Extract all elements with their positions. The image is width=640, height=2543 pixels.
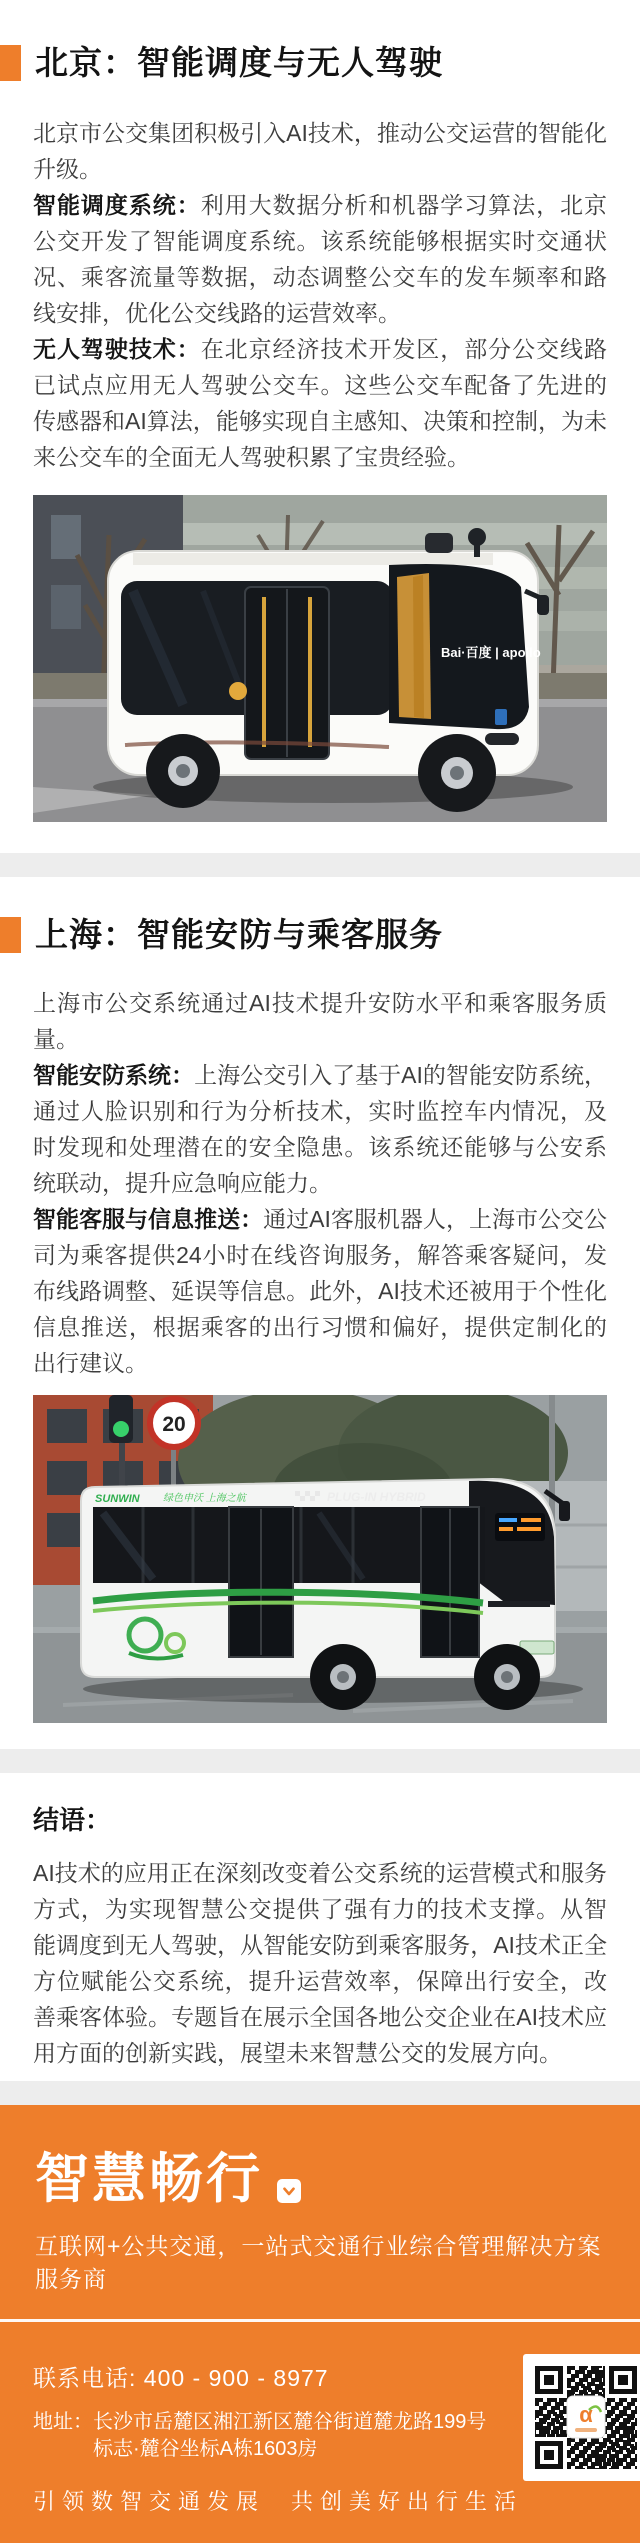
phone-label: 联系电话: — [33, 2364, 137, 2391]
paragraph-lead: 无人驾驶技术： — [33, 336, 201, 362]
chevron-down-icon — [280, 2182, 298, 2200]
conclusion-text: AI技术的应用正在深刻改变着公交系统的运营模式和服务方式，为实现智慧公交提供了强有力的技术支撑。从智能调度到无人驾驶，从智能安防到乘客服务，AI技术正全方位赋能公交系统，提升运营效率，保障出行安全，改善乘客体验。专题旨在展示全国各地公交企业在AI技术应用方面的创新实践，展望未来智慧公交的发展方向。 — [33, 1860, 607, 2066]
paragraph: 上海市公交系统通过AI技术提升安防水平和乘客服务质量。 — [33, 990, 607, 1052]
qr-center-logo — [567, 2396, 605, 2438]
address-text: 长沙市岳麓区湘江新区麓谷街道麓龙路199号 标志·麓谷坐标A栋1603房 — [93, 2410, 487, 2460]
expand-button[interactable] — [277, 2179, 301, 2203]
paragraph: 智能客服与信息推送：通过AI客服机器人，上海市公交公司为乘客提供24小时在线咨询服务，解答乘客疑问，发布线路调整、延误等信息。此外，AI技术还被用于个性化信息推送，根据乘客的出行习惯和偏好，提供定制化的出行建议。 — [33, 1206, 608, 1376]
beijing-body — [33, 115, 607, 475]
paragraph-lead: 智能客服与信息推送： — [33, 1206, 264, 1232]
svg-text:20: 20 — [162, 1413, 186, 1436]
address-line — [33, 2409, 523, 2463]
footer-tagline: 互联网+公共交通，一站式交通行业综合管理解决方案服务商 — [35, 2232, 602, 2292]
brand-title: 智慧畅行 — [35, 2149, 263, 2209]
phone-number: 400 - 900 - 8977 — [143, 2364, 329, 2391]
sunwin-hybrid-bus — [81, 1479, 570, 1710]
section-title-text: 上海：智能安防与乘客服务 — [35, 916, 443, 953]
section-title-beijing — [0, 45, 640, 81]
accent-bar — [0, 45, 21, 81]
svg-text:PLUG-IN HYBRID: PLUG-IN HYBRID — [327, 1490, 426, 1504]
paragraph-lead: 智能安防系统： — [33, 1062, 195, 1088]
brand-row — [0, 2105, 640, 2208]
footer — [0, 2105, 640, 2543]
phone-line — [33, 2360, 523, 2393]
paragraph-lead: 智能调度系统： — [33, 192, 201, 218]
contact-info — [33, 2360, 523, 2516]
section-title-text: 北京：智能调度与无人驾驶 — [35, 44, 443, 81]
conclusion-section — [33, 1805, 607, 2071]
shanghai-body — [33, 985, 607, 1381]
address-label: 地址： — [33, 2410, 93, 2433]
apollo-minibus — [108, 528, 549, 812]
svg-text:α: α — [579, 2401, 593, 2427]
conclusion-title: 结语： — [33, 1805, 112, 1835]
section-divider — [0, 1749, 640, 1773]
photo-shanghai-sunwin-bus — [33, 1395, 607, 1723]
accent-bar — [0, 917, 21, 953]
green-slogan-text: 绿色申沃 上海之航 — [163, 1493, 246, 1504]
qr-code — [523, 2354, 640, 2481]
apollo-brand-text: Bai·百度 | apollo — [441, 645, 541, 660]
section-divider — [0, 853, 640, 877]
section-title-shanghai — [0, 917, 640, 953]
paragraph: 智能安防系统：上海公交引入了基于AI的智能安防系统，通过人脸识别和行为分析技术，实时监控车内情况，及时发现和处理潜在的安全隐患。该系统还能够与公安系统联动，提升应急响应能力。 — [33, 1062, 607, 1196]
photo-beijing-apollo-bus — [33, 495, 607, 822]
footer-slogan: 引领数智交通发展 共创美好出行生活 — [33, 2488, 524, 2514]
section-divider — [0, 2081, 640, 2105]
paragraph: 无人驾驶技术：在北京经济技术开发区，部分公交线路已试点应用无人驾驶公交车。这些公交车配备了先进的传感器和AI算法，能够实现自主感知、决策和控制，为未来公交车的全面无人驾驶积累了宝贵经验。 — [33, 336, 608, 470]
paragraph: 智能调度系统：利用大数据分析和机器学习算法，北京公交开发了智能调度系统。该系统能够根据实时交通状况、乘客流量等数据，动态调整公交车的发车频率和路线安排，优化公交线路的运营效率。 — [33, 192, 608, 326]
sunwin-brand-text: SUNWIN — [95, 1493, 140, 1505]
paragraph: 北京市公交集团积极引入AI技术，推动公交运营的智能化升级。 — [33, 120, 607, 182]
contact-row — [0, 2322, 640, 2516]
